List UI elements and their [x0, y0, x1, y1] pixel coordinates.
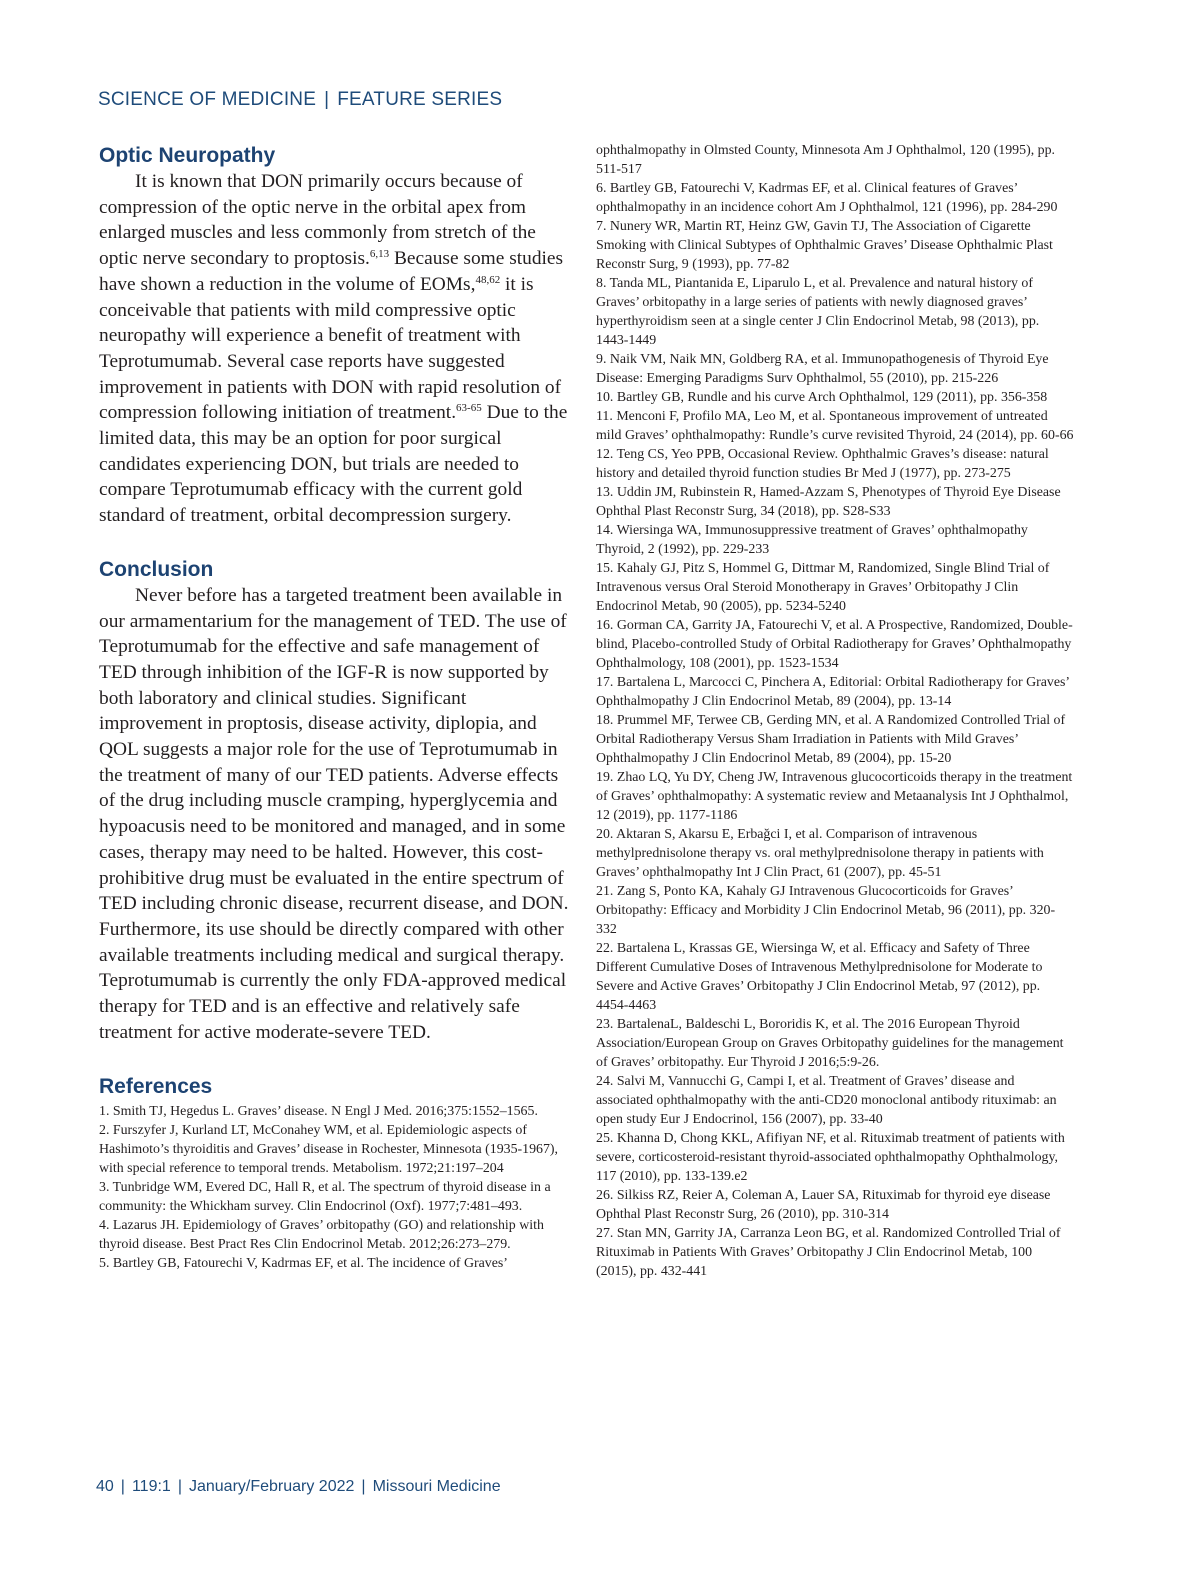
running-header	[98, 89, 502, 111]
issue-number: 119:1	[131, 1478, 171, 1495]
citation-superscript: 63-65	[456, 402, 482, 415]
issue-date: January/February 2022	[188, 1478, 355, 1495]
reference-item: 26. Silkiss RZ, Reier A, Coleman A, Lauer SA, Rituximab for thyroid eye disease Ophthal Plast Reconstr Surg, 26 (2010), pp. 310-314	[596, 1188, 1051, 1222]
footer-separator: |	[120, 1478, 125, 1495]
reference-item: 8. Tanda ML, Piantanida E, Liparulo L, et al. Prevalence and natural history of Graves’ orbitopathy in a large series of patients with newly diagnosed graves’ hyperthyroidism seen at a single center J Clin Endocrinol Metab, 98 (2013), pp. 1443-1449	[596, 276, 1040, 348]
reference-item: 17. Bartalena L, Marcocci C, Pinchera A, Editorial: Orbital Radiotherapy for Graves’ Ophthalmopathy J Clin Endocrinol Metab, 89 (2004), pp. 13-14	[596, 675, 1070, 709]
reference-item: 13. Uddin JM, Rubinstein R, Hamed-Azzam S, Phenotypes of Thyroid Eye Disease Ophthal Plast Reconstr Surg, 34 (2018), pp. S28-S33	[596, 485, 1061, 519]
right-column	[596, 141, 1074, 1281]
footer-separator: |	[177, 1478, 182, 1495]
optic-neuropathy-paragraph	[99, 169, 574, 529]
reference-item: 7. Nunery WR, Martin RT, Heinz GW, Gavin TJ, The Association of Cigarette Smoking with Clinical Subtypes of Ophthalmic Graves’ Disease Ophthalmic Plast Reconstr Surg, 9 (1993), pp. 77-82	[596, 219, 1053, 272]
optic-text-3: it is conceivable that patients with mild compressive optic neuropathy will experience a benefit of treatment with Teprotumumab. Several case reports have suggested improvement in patients with DON with rapid resolution of compression following initiation of treatment.	[99, 273, 562, 424]
reference-item: 20. Aktaran S, Akarsu E, Erbağci I, et al. Comparison of intravenous methylprednisolone therapy vs. oral methylprednisolone therapy in patients with Graves’ ophthalmopathy Int J Clin Pract, 61 (2007), pp. 45-51	[596, 827, 1044, 880]
footer-separator: |	[361, 1478, 366, 1495]
conclusion-heading: Conclusion	[99, 557, 214, 581]
optic-neuropathy-heading: Optic Neuropathy	[99, 144, 276, 167]
optic-text-4: Due to the limited data, this may be an option for poor surgical candidates experiencing DON, but trials are needed to compare Teprotumumab efficacy with the current gold standard of treatment, orbital decompression surgery.	[99, 402, 568, 527]
reference-item: 21. Zang S, Ponto KA, Kahaly GJ Intravenous Glucocorticoids for Graves’ Orbitopathy: Efficacy and Morbidity J Clin Endocrinol Metab, 96 (2011), pp. 320-332	[596, 884, 1056, 937]
references-list-left	[99, 1102, 574, 1273]
citation-superscript: 48,62	[475, 273, 501, 286]
reference-item: 1. Smith TJ, Hegedus L. Graves’ disease. N Engl J Med. 2016;375:1552–1565.	[99, 1103, 538, 1119]
conclusion-paragraph	[99, 583, 574, 1046]
header-section: SCIENCE OF MEDICINE	[98, 89, 317, 110]
reference-item: 25. Khanna D, Chong KKL, Afifiyan NF, et al. Rituximab treatment of patients with severe, corticosteroid-resistant thyroid-associated ophthalmopathy Ophthalmology, 117 (2010), pp. 133-139.e2	[596, 1131, 1065, 1184]
reference-item: 16. Gorman CA, Garrity JA, Fatourechi V, et al. A Prospective, Randomized, Double-blind, Placebo-controlled Study of Orbital Radiotherapy for Graves’ Ophthalmopathy Ophthalmology, 108 (2001), pp. 1523-1534	[596, 618, 1073, 671]
page-number: 40	[96, 1478, 114, 1495]
references-list-right	[596, 141, 1074, 1281]
journal-name: Missouri Medicine	[372, 1478, 501, 1495]
citation-superscript: 6,13	[369, 248, 390, 261]
left-column	[99, 143, 574, 1273]
reference-item: 14. Wiersinga WA, Immunosuppressive treatment of Graves’ ophthalmopathy Thyroid, 2 (1992), pp. 229-233	[596, 523, 1028, 557]
reference-item: 22. Bartalena L, Krassas GE, Wiersinga W, et al. Efficacy and Safety of Three Different Cumulative Doses of Intravenous Methylprednisolone for Moderate to Severe and Active Graves’ Orbitopathy J Clin Endocrinol Metab, 97 (2012), pp. 4454-4463	[596, 941, 1043, 1013]
reference-item: 19. Zhao LQ, Yu DY, Cheng JW, Intravenous glucocorticoids therapy in the treatment of Graves’ ophthalmopathy: A systematic review and Metaanalysis Int J Ophthalmol, 12 (2019), pp. 1177-1186	[596, 770, 1073, 823]
reference-item: 9. Naik VM, Naik MN, Goldberg RA, et al. Immunopathogenesis of Thyroid Eye Disease: Emerging Paradigms Surv Ophthalmol, 55 (2010), pp. 215-226	[596, 352, 1049, 386]
conclusion-text: Never before has a targeted treatment been available in our armamentarium for the management of TED. The use of Teprotumumab for the effective and safe management of TED through inhibition of the IGF-R is now supported by both laboratory and clinical studies. Significant improvement in proptosis, disease activity, diplopia, and QOL suggests a major role for the use of Teprotumumab in the treatment of many of our TED patients. Adverse effects of the drug including muscle cramping, hyperglycemia and hypoacusis need to be monitored and managed, and in some cases, therapy may need to be halted. However, this cost-prohibitive drug must be evaluated in the entire spectrum of TED including chronic disease, recurrent disease, and DON. Furthermore, its use should be directly compared with other available treatments including medical and surgical therapy. Teprotumumab is currently the only FDA-approved medical therapy for TED and is an effective and relatively safe treatment for active moderate-severe TED.	[99, 584, 569, 1043]
reference-item: 5. Bartley GB, Fatourechi V, Kadrmas EF, et al. The incidence of Graves’	[99, 1255, 508, 1271]
reference-item: 11. Menconi F, Profilo MA, Leo M, et al. Spontaneous improvement of untreated mild Graves’ ophthalmopathy: Rundle’s curve revisited Thyroid, 24 (2014), pp. 60-66	[596, 409, 1074, 443]
reference-item: 27. Stan MN, Garrity JA, Carranza Leon BG, et al. Randomized Controlled Trial of Rituximab in Patients With Graves’ Orbitopathy J Clin Endocrinol Metab, 100 (2015), pp. 432-441	[596, 1226, 1061, 1279]
reference-item: 2. Furszyfer J, Kurland LT, McConahey WM, et al. Epidemiologic aspects of Hashimoto’s thyroiditis and Graves’ disease in Rochester, Minnesota (1935-1967), with special reference to temporal trends. Metabolism. 1972;21:197–204	[99, 1122, 559, 1176]
reference-item: 3. Tunbridge WM, Evered DC, Hall R, et al. The spectrum of thyroid disease in a community: the Whickham survey. Clin Endocrinol (Oxf). 1977;7:481–493.	[99, 1179, 551, 1214]
reference-item: 10. Bartley GB, Rundle and his curve Arch Ophthalmol, 129 (2011), pp. 356-358	[596, 390, 1048, 405]
reference-item: 6. Bartley GB, Fatourechi V, Kadrmas EF, et al. Clinical features of Graves’ ophthalmopathy in an incidence cohort Am J Ophthalmol, 121 (1996), pp. 284-290	[596, 181, 1058, 215]
references-heading: References	[99, 1074, 213, 1098]
reference-item: 18. Prummel MF, Terwee CB, Gerding MN, et al. A Randomized Controlled Trial of Orbital Radiotherapy Versus Sham Irradiation in Patients with Mild Graves’ Ophthalmopathy J Clin Endocrinol Metab, 89 (2004), pp. 15-20	[596, 713, 1066, 766]
reference-item: 4. Lazarus JH. Epidemiology of Graves’ orbitopathy (GO) and relationship with thyroid disease. Best Pract Res Clin Endocrinol Metab. 2012;26:273–279.	[99, 1217, 544, 1252]
reference-item: ophthalmopathy in Olmsted County, Minnesota Am J Ophthalmol, 120 (1995), pp. 511-517	[596, 143, 1056, 177]
reference-item: 24. Salvi M, Vannucchi G, Campi I, et al. Treatment of Graves’ disease and associated ophthalmopathy with the anti-CD20 monoclonal antibody rituximab: an open study Eur J Endocrinol, 156 (2007), pp. 33-40	[596, 1074, 1057, 1127]
page-footer	[96, 1478, 501, 1496]
reference-item: 12. Teng CS, Yeo PPB, Occasional Review. Ophthalmic Graves’s disease: natural history and detailed thyroid function studies Br Med J (1977), pp. 273-275	[596, 447, 1049, 481]
reference-item: 23. BartalenaL, Baldeschi L, Bororidis K, et al. The 2016 European Thyroid Association/European Group on Graves Orbitopathy guidelines for the management of Graves’ orbitopathy. Eur Thyroid J 2016;5:9-26.	[596, 1017, 1064, 1070]
reference-item: 15. Kahaly GJ, Pitz S, Hommel G, Dittmar M, Randomized, Single Blind Trial of Intravenous versus Oral Steroid Monotherapy in Graves’ Orbitopathy J Clin Endocrinol Metab, 90 (2005), pp. 5234-5240	[596, 561, 1050, 614]
header-series: FEATURE SERIES	[337, 89, 503, 110]
optic-text-1: It is known that DON primarily occurs because of compression of the optic nerve in the orbital apex from enlarged muscles and less commonly from stretch of the optic nerve secondary to proptosis.	[99, 171, 536, 270]
header-separator: |	[324, 89, 330, 110]
optic-text-2: Because some studies have shown a reduction in the volume of EOMs,	[99, 248, 564, 295]
